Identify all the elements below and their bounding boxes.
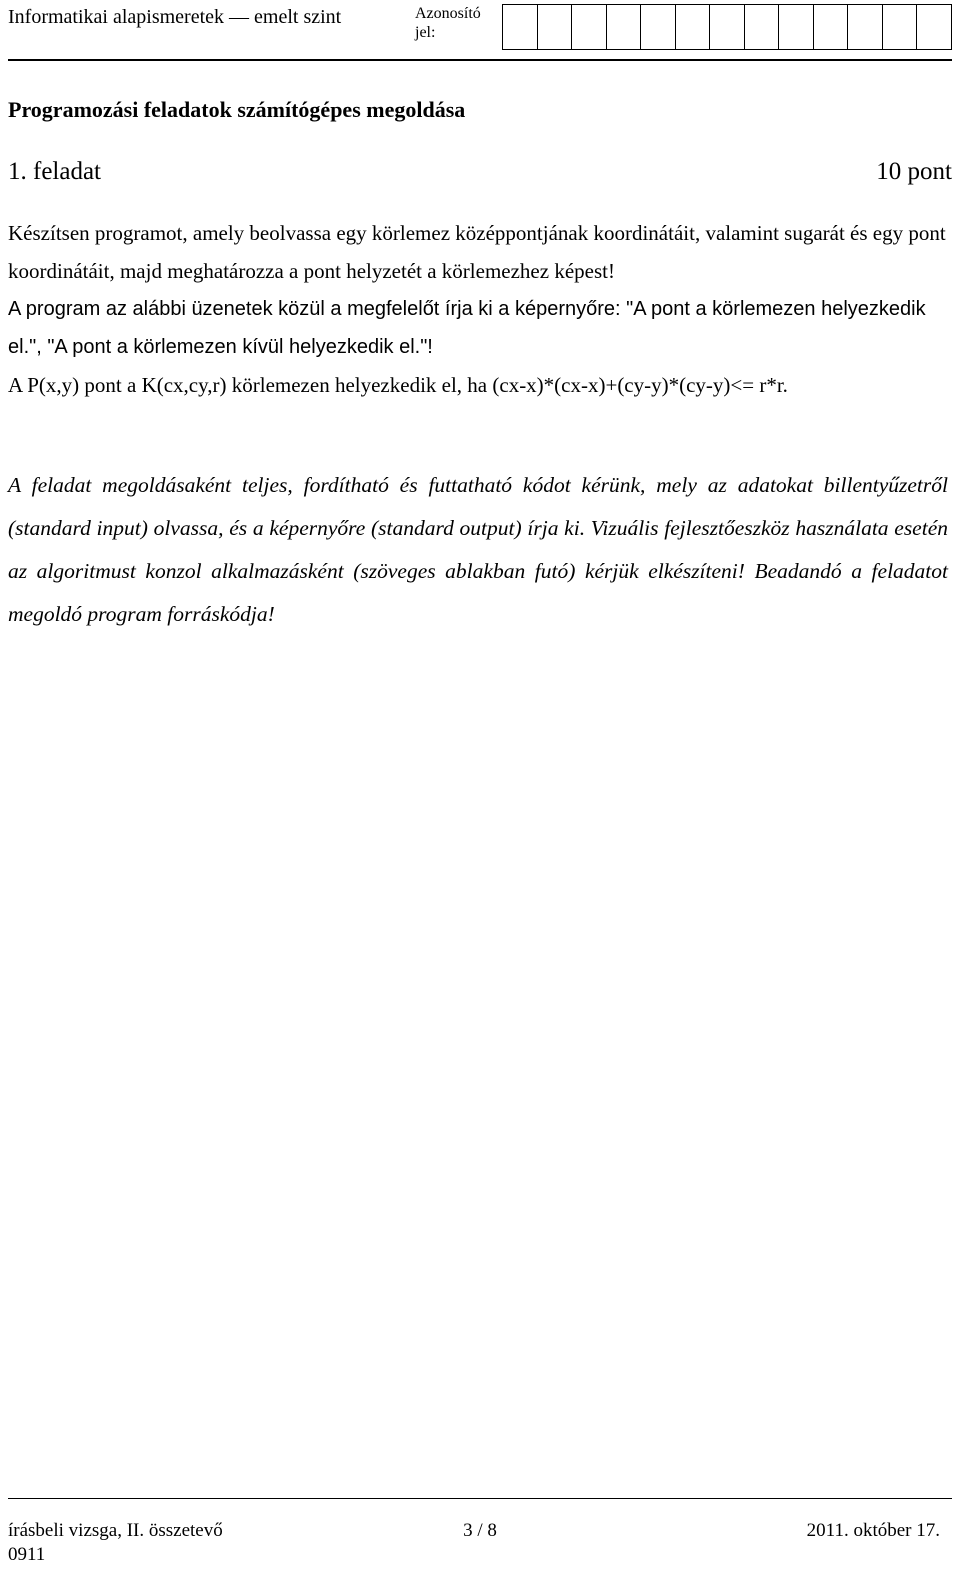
footer-exam-part: írásbeli vizsga, II. összetevő (8, 1520, 223, 1541)
task-number: 1. feladat (8, 158, 102, 185)
id-box-cell[interactable] (676, 5, 711, 49)
page-footer (8, 1520, 952, 1566)
task-paragraph-3: A P(x,y) pont a K(cx,cy,r) körlemezen helyezkedik el, ha (cx-x)*(cx-x)+(cy-y)*(cy-y)<= r*r. (8, 373, 788, 397)
id-input-boxes[interactable] (502, 4, 952, 50)
id-box-cell[interactable] (710, 5, 745, 49)
id-box-cell[interactable] (641, 5, 676, 49)
task-heading (8, 158, 952, 186)
instructions-text: A feladat megoldásaként teljes, fordítható és futtatható kódot kérünk, mely az adatokat billentyűzetről (standard input) olvassa, és a képernyőre (standard output) írja ki. Vizuális fejlesztőeszköz használata esetén az algoritmust konzol alkalmazásként (szöveges ablakban futó) kérjük elkészíteni! Beadandó a feladatot megoldó program forráskódja! (8, 473, 948, 626)
section-title: Programozási feladatok számítógépes megoldása (8, 97, 466, 122)
page-header (0, 0, 952, 62)
header-divider (8, 59, 952, 61)
footer-divider (8, 1498, 952, 1499)
exam-code: 0911 (8, 1544, 46, 1565)
exam-title: Informatikai alapismeretek — emelt szint (8, 6, 342, 28)
exam-date: 2011. október 17. (806, 1520, 940, 1541)
task-paragraph-2: A program az alábbi üzenetek közül a megfelelőt írja ki a képernyőre: "A pont a körlemezen helyezkedik el.", "A pont a körlemezen kívül helyezkedik el."! (8, 298, 926, 358)
id-box-cell[interactable] (779, 5, 814, 49)
id-box-cell[interactable] (538, 5, 573, 49)
page-number: 3 / 8 (463, 1520, 497, 1541)
task-paragraph-1: Készítsen programot, amely beolvassa egy körlemez középpontjának koordinátáit, valamint sugarát és egy pont koordinátáit, majd meghatározza a pont helyzetét a körlemezhez képest! (8, 221, 946, 283)
id-box-cell[interactable] (607, 5, 642, 49)
id-box-cell[interactable] (572, 5, 607, 49)
id-box-cell[interactable] (745, 5, 780, 49)
id-box-cell[interactable] (917, 5, 951, 49)
id-label: Azonosító jel: (415, 5, 481, 41)
task-points: 10 pont (876, 158, 952, 185)
id-box-cell[interactable] (848, 5, 883, 49)
id-box-cell[interactable] (503, 5, 538, 49)
task-instructions (8, 464, 948, 636)
id-box-cell[interactable] (814, 5, 849, 49)
task-description (8, 214, 948, 404)
id-box-cell[interactable] (883, 5, 918, 49)
